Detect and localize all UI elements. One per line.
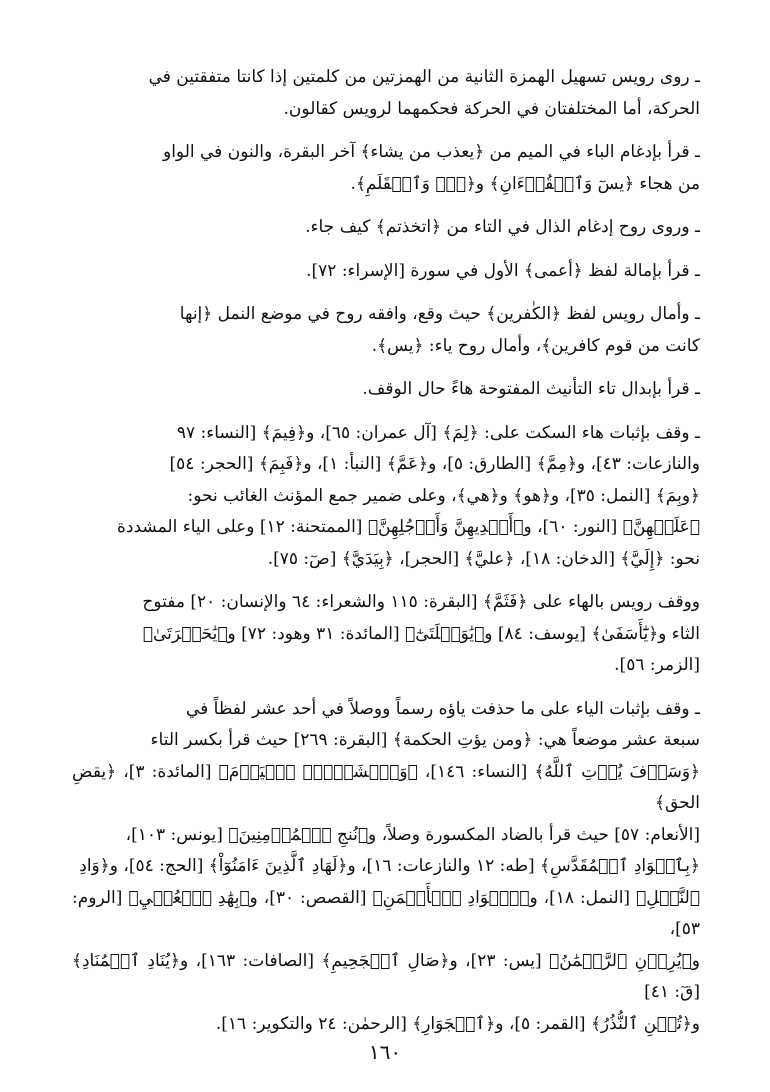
text-line: و﴿تُغۡنِ ٱلنُّذُرُ﴾ [القمر: ٥]، و﴿ٱلۡجَوَارِ﴾ [الرحمٰن: ٢٤ والتكوير: ١٦]. [215, 1013, 700, 1034]
paragraph [72, 62, 700, 125]
paragraph [72, 587, 700, 682]
text-line: ـ قرأ بإمالة لفظ ﴿أعمى﴾ الأول في سورة [الإسراء: ٧٢]. [306, 260, 700, 281]
text-line: نحو: ﴿إِلَيَّ﴾ [الدخان: ١٨]، ﴿عليَّ﴾ [الحجر]، ﴿بِيَدَيَّ﴾ [صٓ: ٧٥]. [267, 548, 700, 569]
text-line: ﴿وبِمَ﴾ [النمل: ٣٥]، و﴿هو﴾ و﴿هي﴾، وعلى ضمير جمع المؤنث الغائب نحو: [187, 485, 700, 506]
text-line: ﴿وَسَوۡفَ يُؤۡتِ ٱللَّهُ﴾ [النساء: ١٤٦]، ﴿وَٱخۡشَوۡنِۚ ٱلۡيَوۡمَ﴾ [المائدة: ٣]، ﴿يقضِ الحق﴾ [72, 761, 700, 813]
text-line: ـ وروى روح إدغام الذال في التاء من ﴿اتخذتم﴾ كيف جاء. [305, 217, 700, 237]
text-line: كانت من قوم كافرين﴾، وأمال روح ياء: ﴿يس﴾. [371, 335, 700, 356]
paragraph [72, 212, 700, 244]
text-line: ـ روى رويس تسهيل الهمزة الثانية من الهمزتين من كلمتين إذا كانتا متفقتين في [148, 67, 700, 87]
text-line: ﴿عَلَيۡهِنَّ﴾ [النور: ٦٠]، و﴿أَيۡدِيهِنَّ وَأَرۡجُلِهِنَّ﴾ [الممتحنة: ١٢] وعلى الياء المشددة [117, 517, 700, 537]
paragraph [72, 299, 700, 362]
text-line: [الأنعام: ٥٧] حيث قرأ بالضاد المكسورة وصلاً، و﴿نُنجِ ٱلۡمُؤۡمِنِينَ﴾ [يونس: ١٠٣]، [125, 824, 700, 845]
text-line: ـ وقف بإثبات هاء السكت على: ﴿لِمَ﴾ [آل عمران: ٦٥]، و﴿فِيمَ﴾ [النساء: ٩٧ [176, 422, 700, 443]
text-line: ٱلنَّمۡلِ﴾ [النمل: ١٨]، و﴿ٱلۡوَادِ ٱلۡأَيۡمَنِ﴾ [القصص: ٣٠]، و﴿بِهَٰدِ ٱلۡعُمۡيِ﴾ [الروم: ٥٣]، [72, 887, 700, 939]
document-body [72, 62, 700, 1040]
text-line: ـ وأمال رويس لفظ ﴿الكٰفرين﴾ حيث وقع، وافقه روح في موضع النمل ﴿إنها [179, 304, 700, 324]
paragraph [72, 256, 700, 288]
text-line: [الزمر: ٥٦]. [614, 655, 700, 675]
paragraph [72, 418, 700, 576]
text-line: ـ قرأ بإبدال تاء التأنيث المفتوحة هاءً حال الوقف. [362, 379, 700, 399]
paragraph [72, 137, 700, 200]
paragraph [72, 694, 700, 1041]
text-line: ﴿بِٱلۡوَادِ ٱلۡمُقَدَّسِ﴾ [طه: ١٢ والنازعات: ١٦]، و﴿لَهَادِ ٱلَّذِينَ ءَامَنُوٓاْ﴾ [الحج: ٥٤]، و﴿وَادِ [79, 856, 700, 876]
text-line: ـ وقف بإثبات الياء على ما حذفت ياؤه رسماً ووصلاً في أحد عشر لفظاً في [185, 698, 700, 719]
text-line: من هجاء ﴿يسٓ وَٱلۡقُرۡءَانِ﴾ و﴿نٓۚ وَٱلۡقَلَمِ﴾. [350, 173, 700, 194]
paragraph [72, 374, 700, 406]
text-line: الحركة، أما المختلفتان في الحركة فحكمهما لرويس كقالون. [283, 98, 700, 119]
text-line: والنازعات: ٤٣]، و﴿مِمَّ﴾ [الطارق: ٥]، و﴿عَمَّ﴾ [النبأ: ١]، و﴿فَبِمَ﴾ [الحجر: ٥٤] [169, 454, 700, 474]
text-line: ـ قرأ بإدغام الباء في الميم من ﴿يعذب من يشاء﴾ آخر البقرة، والنون في الواو [162, 142, 700, 162]
text-line: سبعة عشر موضعاً هي: ﴿ومن يؤتِ الحكمة﴾ [البقرة: ٢٦٩] حيث قرأ بكسر التاء [150, 730, 700, 750]
text-line: ووقف رويس بالهاء على ﴿فَثَمَّ﴾ [البقرة: ١١٥ والشعراء: ٦٤ والإنسان: ٢٠] مفتوح [142, 592, 700, 612]
text-line: و﴿يُرِدۡنِ ٱلرَّحۡمَٰنُ﴾ [يس: ٢٣]، و﴿صَالِ ٱلۡجَحِيمِ﴾ [الصافات: ١٦٣]، و﴿يُنَادِ ٱلۡمُنَادِ﴾ [قٓ: ٤١] [72, 950, 700, 1002]
text-line: الثاء و﴿يَٰٓأَسَفَىٰ﴾ [يوسف: ٨٤] و﴿يَٰوَيۡلَتَىٰٓ﴾ [المائدة: ٣١ وهود: ٧٢] و﴿يَٰحَسۡرَتَىٰ﴾ [142, 623, 700, 644]
page-number: ١٦٠ [368, 1040, 402, 1064]
